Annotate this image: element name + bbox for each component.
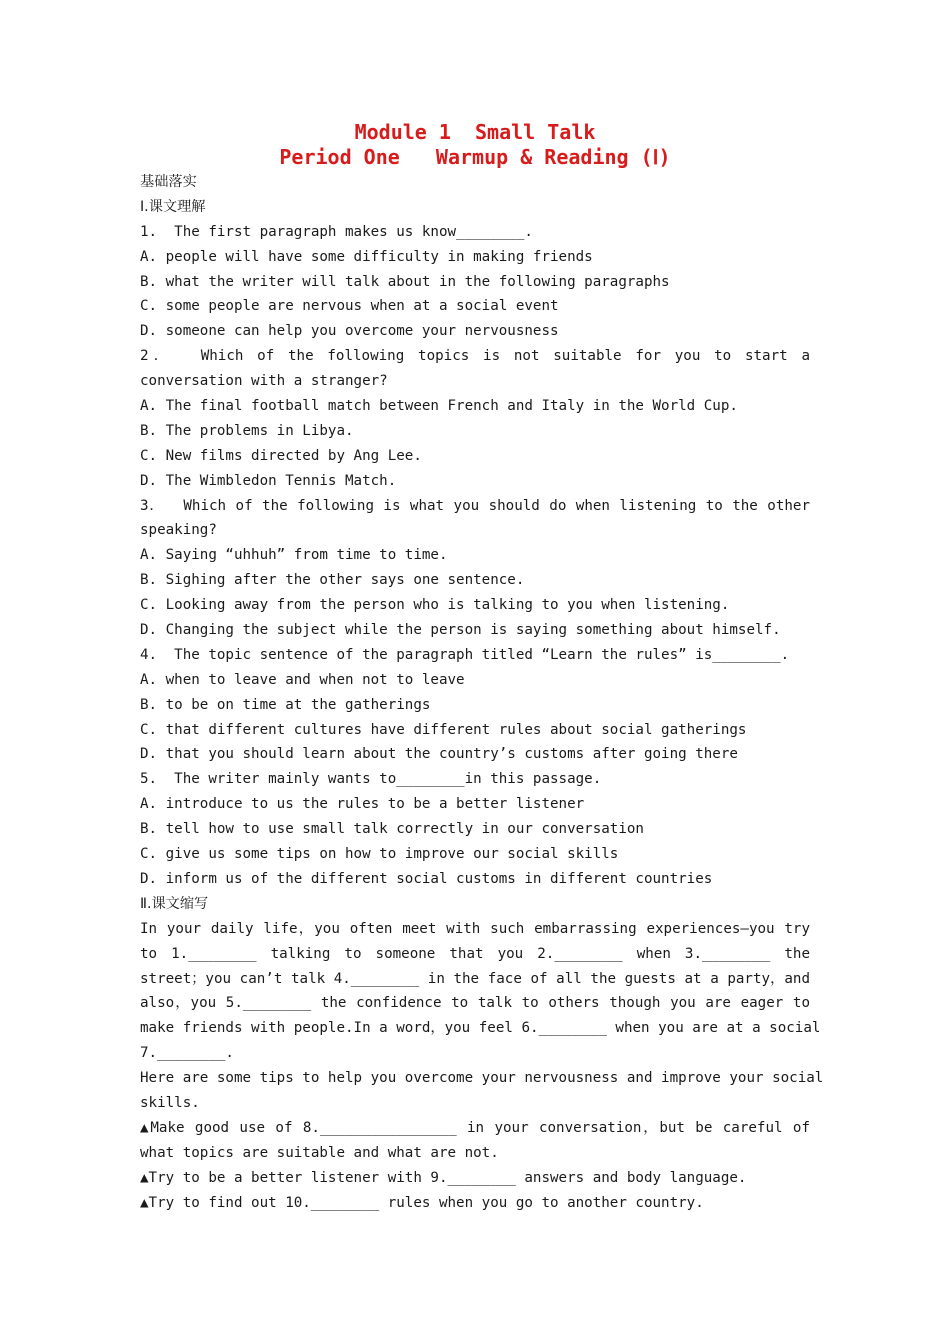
- question-3-stem: 3． Which of the following is what you should do when listening to the other: [140, 497, 810, 514]
- question-4-option-a: A. when to leave and when not to leave: [140, 671, 465, 688]
- question-5-option-d: D. inform us of the different social customs in different countries: [140, 870, 713, 887]
- question-3-option-a: A. Saying “uhhuh” from time to time.: [140, 547, 448, 564]
- question-4-stem: 4. The topic sentence of the paragraph titled “Learn the rules” is________.: [140, 646, 790, 663]
- summary-line: make friends with people.In a word，you feel 6.________ when you are at a social: [140, 1020, 821, 1037]
- document-page: [140, 120, 824, 1215]
- section1-heading: Ⅰ.课文理解: [140, 198, 206, 215]
- summary-line: In your daily life，you often meet with such embarrassing experiences—you try: [140, 920, 810, 937]
- summary-line: to 1.________ talking to someone that you 2.________ when 3.________ the: [140, 945, 810, 962]
- tips-intro-line: Here are some tips to help you overcome your nervousness and improve your social: [140, 1070, 824, 1087]
- question-4-option-c: C. that different cultures have different rules about social gatherings: [140, 721, 747, 738]
- question-2-option-b: B. The problems in Libya.: [140, 422, 354, 439]
- question-1-option-b: B. what the writer will talk about in the following paragraphs: [140, 273, 670, 290]
- question-1-option-d: D. someone can help you overcome your nervousness: [140, 323, 559, 340]
- tip-item: ▲Try to be a better listener with 9.________ answers and body language.: [140, 1169, 747, 1186]
- question-1-option-a: A. people will have some difficulty in making friends: [140, 248, 593, 265]
- question-5-option-a: A. introduce to us the rules to be a better listener: [140, 796, 585, 813]
- question-5-stem: 5. The writer mainly wants to________in this passage.: [140, 771, 602, 788]
- section2-heading: Ⅱ.课文缩写: [140, 895, 209, 912]
- period-title: Period One Warmup & Reading (Ⅰ): [279, 145, 671, 169]
- question-2-option-d: D. The Wimbledon Tennis Match.: [140, 472, 397, 489]
- question-3-option-d: D. Changing the subject while the person is saying something about himself.: [140, 622, 781, 639]
- question-1-stem: 1. The first paragraph makes us know________.: [140, 223, 533, 240]
- section-basic-heading: 基础落实: [140, 174, 197, 190]
- question-3-option-c: C. Looking away from the person who is talking to you when listening.: [140, 597, 730, 614]
- summary-line: street；you can’t talk 4.________ in the face of all the guests at a party，and: [140, 970, 810, 987]
- tip-item: ▲Try to find out 10.________ rules when you go to another country.: [140, 1194, 704, 1211]
- question-5-option-c: C. give us some tips on how to improve our social skills: [140, 846, 619, 863]
- tips-intro-line: skills.: [140, 1094, 200, 1111]
- question-2-option-a: A. The final football match between French and Italy in the World Cup.: [140, 398, 738, 415]
- question-4-option-d: D. that you should learn about the country’s customs after going there: [140, 746, 738, 763]
- question-1-option-c: C. some people are nervous when at a social event: [140, 298, 559, 315]
- tip-item: ▲Make good use of 8.________________ in your conversation，but be careful of: [140, 1119, 810, 1136]
- question-3-option-b: B. Sighing after the other says one sentence.: [140, 572, 525, 589]
- question-5-option-b: B. tell how to use small talk correctly in our conversation: [140, 821, 644, 838]
- question-2-option-c: C. New films directed by Ang Lee.: [140, 447, 422, 464]
- summary-line: 7.________.: [140, 1045, 234, 1062]
- summary-line: also，you 5.________ the confidence to talk to others though you are eager to: [140, 995, 810, 1012]
- question-3-stem-continued: speaking?: [140, 522, 217, 539]
- question-2-stem-continued: conversation with a stranger?: [140, 373, 388, 390]
- tip-item-continued: what topics are suitable and what are not.: [140, 1144, 499, 1161]
- module-title: Module 1 Small Talk: [354, 120, 596, 144]
- question-2-stem: 2． Which of the following topics is not suitable for you to start a: [140, 348, 810, 365]
- question-4-option-b: B. to be on time at the gatherings: [140, 696, 431, 713]
